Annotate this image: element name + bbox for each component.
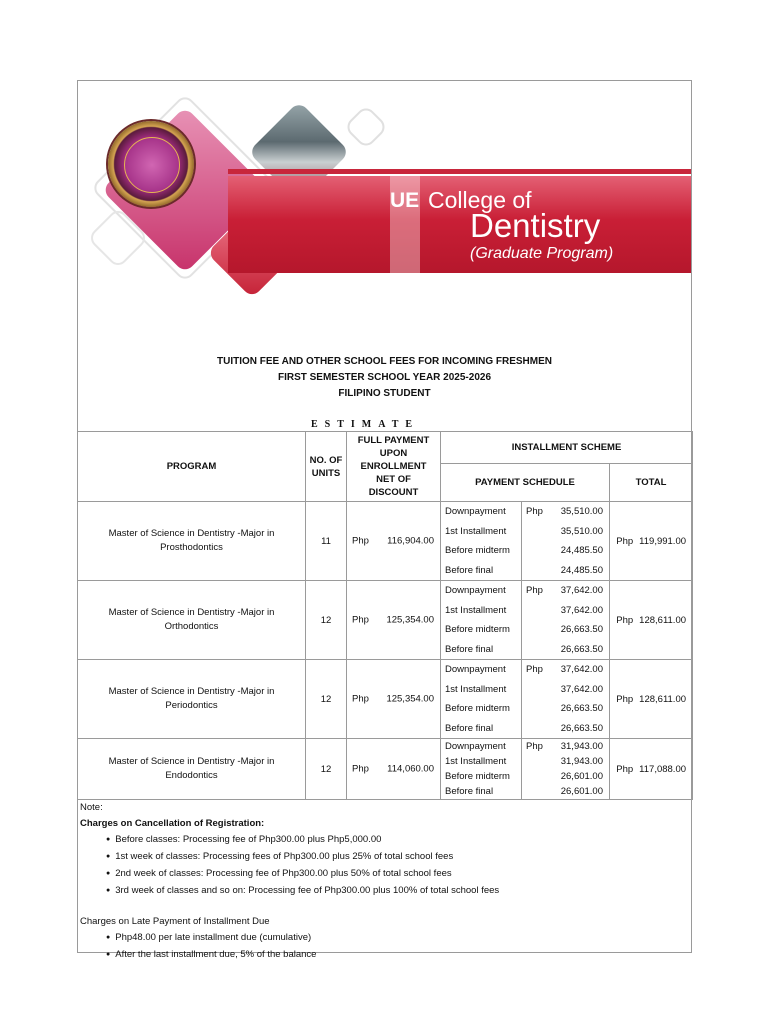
program-name: Master of Science in Dentistry -Major in Orthodontics: [78, 581, 306, 660]
currency-label: Php: [616, 693, 634, 705]
schedule-value: 26,663.50: [560, 722, 603, 734]
header-total: TOTAL: [610, 464, 693, 502]
schedule-label: 1st Installment: [445, 683, 507, 695]
schedule-label: 1st Installment: [445, 756, 507, 767]
full-payment-amount: 125,354.00: [386, 693, 434, 705]
schedule-row: [441, 502, 609, 522]
full-payment-cell: [347, 502, 441, 581]
schedule-label: 1st Installment: [445, 525, 507, 537]
total-amount: 128,611.00: [639, 614, 687, 626]
schedule-label: Before final: [445, 722, 494, 734]
estimate-label: ESTIMATE: [311, 419, 420, 430]
list-item: ● After the last installment due, 5% of the balance: [106, 947, 680, 964]
schedule-currency: [521, 719, 551, 739]
schedule-value: 31,943.00: [560, 756, 603, 767]
schedule-currency: [521, 601, 551, 621]
notes-section: [80, 800, 680, 964]
schedule-row: [441, 581, 609, 601]
banner-title-line3: (Graduate Program): [470, 245, 614, 262]
header-schedule: PAYMENT SCHEDULE: [441, 464, 610, 502]
schedule-row: [441, 660, 609, 680]
schedule-currency: [521, 680, 551, 700]
cancellation-list: [80, 832, 680, 900]
schedule-label: Before final: [445, 564, 494, 576]
full-payment-amount: 125,354.00: [386, 614, 434, 626]
schedule-row: [441, 739, 609, 754]
units-value: 12: [306, 581, 347, 660]
late-payment-list: [80, 930, 680, 964]
header-units: NO. OF UNITS: [306, 432, 347, 502]
schedule-value: 24,485.50: [560, 545, 603, 557]
full-payment-amount: 116,904.00: [387, 535, 434, 547]
banner-title-line1: College of: [428, 187, 532, 213]
schedule-label: Downpayment: [445, 585, 506, 597]
schedule-label: Before final: [445, 786, 494, 797]
schedule-value: 37,642.00: [560, 604, 603, 616]
table-row: [78, 660, 693, 739]
schedule-label: Downpayment: [445, 741, 506, 752]
units-value: 11: [306, 502, 347, 581]
currency-label: Php: [616, 535, 634, 547]
schedule-currency: Php: [521, 581, 551, 601]
list-item: ● 1st week of classes: Processing fees of Php300.00 plus 25% of total school fees: [106, 849, 680, 866]
list-item: ● 2nd week of classes: Processing fee of Php300.00 plus 50% of total school fees: [106, 866, 680, 883]
header-program: PROGRAM: [78, 432, 306, 502]
schedule-label: Before midterm: [445, 624, 510, 636]
schedule-row: [441, 719, 609, 739]
schedule-cell: [441, 739, 610, 800]
schedule-row: [441, 680, 609, 700]
program-name: Master of Science in Dentistry -Major in Prosthodontics: [78, 502, 306, 581]
schedule-currency: [521, 640, 551, 660]
total-amount: 119,991.00: [639, 535, 687, 547]
schedule-value: 31,943.00: [560, 741, 603, 752]
table-row: [78, 739, 693, 800]
fee-table: [77, 431, 693, 800]
heading-line2: FIRST SEMESTER SCHOOL YEAR 2025-2026: [277, 372, 492, 383]
schedule-value: 26,601.00: [560, 771, 603, 782]
currency-label: Php: [352, 614, 369, 626]
full-payment-amount: 114,060.00: [387, 763, 434, 775]
schedule-currency: [521, 541, 551, 561]
schedule-value: 37,642.00: [560, 585, 603, 597]
schedule-row: [441, 699, 609, 719]
heading-line3: FILIPINO STUDENT: [338, 388, 431, 399]
total-cell: [610, 581, 693, 660]
late-payment-title: Charges on Late Payment of Installment Due: [80, 916, 270, 927]
schedule-row: [441, 640, 609, 660]
currency-label: Php: [352, 693, 369, 705]
schedule-label: Before midterm: [445, 703, 510, 715]
total-cell: [610, 502, 693, 581]
schedule-value: 24,485.50: [560, 564, 603, 576]
list-item: ● 3rd week of classes and so on: Processing fee of Php300.00 plus 100% of total school fees: [106, 883, 680, 900]
schedule-label: Downpayment: [445, 664, 506, 676]
currency-label: Php: [616, 614, 634, 626]
schedule-value: 26,663.50: [560, 643, 603, 655]
schedule-row: [441, 522, 609, 542]
total-amount: 128,611.00: [639, 693, 687, 705]
schedule-value: 26,663.50: [560, 703, 603, 715]
schedule-row: [441, 561, 609, 581]
schedule-value: 26,663.50: [560, 624, 603, 636]
schedule-currency: Php: [521, 502, 551, 522]
schedule-label: Before midterm: [445, 545, 510, 557]
schedule-label: 1st Installment: [445, 604, 507, 616]
college-banner: [78, 81, 691, 321]
schedule-value: 35,510.00: [560, 506, 603, 518]
schedule-row: [441, 754, 609, 769]
total-cell: [610, 739, 693, 800]
schedule-currency: Php: [521, 660, 551, 680]
full-payment-cell: [347, 739, 441, 800]
schedule-row: [441, 601, 609, 621]
schedule-row: [441, 620, 609, 640]
fee-document: [77, 80, 692, 960]
banner-title-line2: Dentistry: [470, 207, 601, 244]
schedule-currency: [521, 784, 551, 799]
schedule-currency: [521, 699, 551, 719]
currency-label: Php: [352, 535, 369, 547]
program-name: Master of Science in Dentistry -Major in Endodontics: [78, 739, 306, 800]
header-installment: INSTALLMENT SCHEME: [441, 432, 693, 464]
currency-label: Php: [352, 763, 369, 775]
cancellation-title: Charges on Cancellation of Registration:: [80, 818, 265, 829]
table-row: [78, 581, 693, 660]
schedule-value: 37,642.00: [560, 683, 603, 695]
schedule-label: Before midterm: [445, 771, 510, 782]
schedule-currency: [521, 754, 551, 769]
header-full-payment: FULL PAYMENT UPON ENROLLMENT NET OF DISCOUNT: [347, 432, 441, 502]
schedule-value: 37,642.00: [560, 664, 603, 676]
college-seal-logo: [108, 121, 194, 207]
program-name: Master of Science in Dentistry -Major in Periodontics: [78, 660, 306, 739]
decor-diamond-outline-small: [343, 104, 388, 149]
schedule-label: Downpayment: [445, 506, 506, 518]
schedule-cell: [441, 502, 610, 581]
list-item: ● Before classes: Processing fee of Php300.00 plus Php5,000.00: [106, 832, 680, 849]
units-value: 12: [306, 660, 347, 739]
schedule-row: [441, 769, 609, 784]
table-row: [78, 502, 693, 581]
full-payment-cell: [347, 581, 441, 660]
banner-stripe: [228, 169, 691, 174]
schedule-currency: [521, 522, 551, 542]
schedule-value: 26,601.00: [560, 786, 603, 797]
total-amount: 117,088.00: [639, 763, 687, 775]
list-item: ● Php48.00 per late installment due (cumulative): [106, 930, 680, 947]
schedule-label: Before final: [445, 643, 494, 655]
ue-logo-text: UE: [390, 189, 420, 212]
units-value: 12: [306, 739, 347, 800]
schedule-cell: [441, 660, 610, 739]
heading-line1: TUITION FEE AND OTHER SCHOOL FEES FOR INCOMING FRESHMEN: [216, 356, 552, 367]
schedule-currency: [521, 769, 551, 784]
schedule-currency: [521, 561, 551, 581]
schedule-row: [441, 541, 609, 561]
schedule-cell: [441, 581, 610, 660]
total-cell: [610, 660, 693, 739]
full-payment-cell: [347, 660, 441, 739]
schedule-currency: [521, 620, 551, 640]
note-label: Note:: [80, 802, 103, 813]
schedule-currency: Php: [521, 739, 551, 754]
schedule-value: 35,510.00: [560, 525, 603, 537]
schedule-row: [441, 784, 609, 799]
currency-label: Php: [616, 763, 634, 775]
